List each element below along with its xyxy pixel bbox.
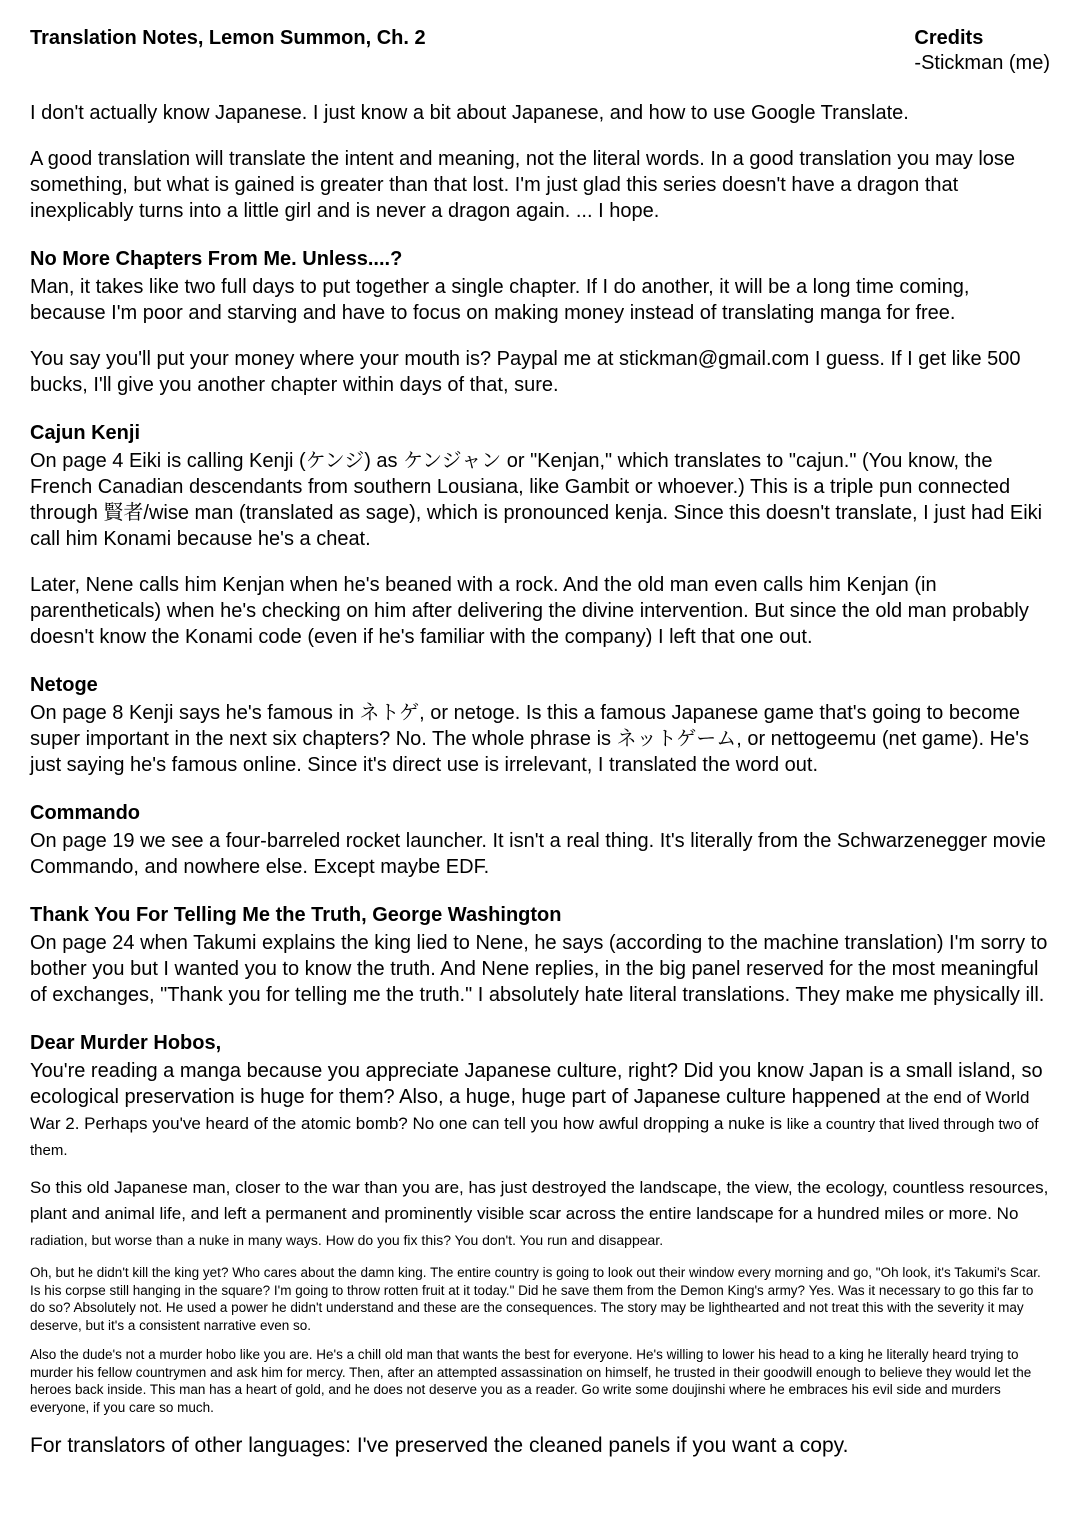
paragraph-segment-medium: at the end of World War 2. Perhaps you've heard of the atomic bomb? No one can tell you how awful dropping a nuke is <box>30 1088 1030 1133</box>
paragraph <box>30 1058 1050 1162</box>
section-cajun-kenji <box>30 420 1050 650</box>
credits-block <box>914 26 1050 76</box>
paragraph <box>30 1174 1050 1252</box>
paragraph-segment-large: You're reading a manga because you appreciate Japanese culture, right? Did you know Japan is a small island, so ecological preservation is huge for them? Also, a huge, huge part of Japanese culture happened <box>30 1060 1043 1108</box>
section-heading-netoge: Netoge <box>30 674 98 696</box>
section-no-more-chapters <box>30 246 1050 398</box>
section-heading-dear-murder-hobos: Dear Murder Hobos, <box>30 1032 222 1054</box>
paragraph: Later, Nene calls him Kenjan when he's beaned with a rock. And the old man even calls him Kenjan (in parentheticals) when he's checking on him after delivering the divine intervention. But since the old man probably doesn't know the Konami code (even if he's familiar with the company) I left that one out. <box>30 574 1029 648</box>
paragraph: Man, it takes like two full days to put together a single chapter. If I do another, it will be a long time coming, because I'm poor and starving and have to focus on making money instead of translating manga for free. <box>30 276 970 324</box>
section-heading-thank-you-truth: Thank You For Telling Me the Truth, George Washington <box>30 904 562 926</box>
section-netoge <box>30 672 1050 778</box>
paragraph: Oh, but he didn't kill the king yet? Who cares about the damn king. The entire country is going to look out their window every morning and go, "Oh look, it's Takumi's Scar. Is his corpse still hanging in the square? I'm going to throw rotten fruit at it today." Did he save them from the Demon King's army? Yes. Was it necessary to go this far to do so? Absolutely not. He used a power he didn't understand and these are the consequences. The story may be lighthearted and not treat this with the severity it may deserve, but it's a consistent narrative even so. <box>30 1265 1041 1333</box>
footer-note: For translators of other languages: I've preserved the cleaned panels if you want a copy. <box>30 1434 849 1458</box>
paragraph: On page 4 Eiki is calling Kenji (ケンジ) as ケンジャン or "Kenjan," which translates to "cajun." (You know, the French Canadian descendants from southern Lousiana, like Gambit or whoever.) This is a triple pun connected through 賢者/wise man (translated as sage), which is pronounced kenja. Since this doesn't translate, I just had Eiki call him Konami because he's a cheat. <box>30 450 1043 550</box>
section-thank-you-truth <box>30 902 1050 1008</box>
intro-paragraph-1: I don't actually know Japanese. I just know a bit about Japanese, and how to use Google Translate. <box>30 102 909 124</box>
section-commando <box>30 800 1050 880</box>
paragraph: On page 24 when Takumi explains the king lied to Nene, he says (according to the machine translation) I'm sorry to bother you but I wanted you to know the truth. And Nene replies, in the big panel reserved for the most meaningful of exchanges, "Thank you for telling me the truth." I absolutely hate literal translations. They make me physically ill. <box>30 932 1048 1006</box>
section-dear-murder-hobos <box>30 1030 1050 1416</box>
credits-author: -Stickman (me) <box>914 52 1050 74</box>
paragraph: On page 19 we see a four-barreled rocket launcher. It isn't a real thing. It's literally from the Schwarzenegger movie Commando, and nowhere else. Except maybe EDF. <box>30 830 1046 878</box>
paragraph: On page 8 Kenji says he's famous in ネトゲ, or netoge. Is this a famous Japanese game that's going to become super important in the next six chapters? No. The whole phrase is ネットゲーム, or nettogeemu (net game). He's just saying he's famous online. Since it's direct use is irrelevant, I translated the word out. <box>30 702 1030 776</box>
intro-paragraph-2: A good translation will translate the intent and meaning, not the literal words. In a good translation you may lose something, but what is gained is greater than that lost. I'm just glad this series doesn't have a dragon that inexplicably turns into a little girl and is never a dragon again. ... I hope. <box>30 148 1016 222</box>
page-header <box>30 26 1050 76</box>
section-heading-cajun-kenji: Cajun Kenji <box>30 422 141 444</box>
paragraph-segment-small: radiation, but worse than a nuke in many ways. How do you fix this? You don't. You run and disappear. <box>30 1232 664 1248</box>
paragraph: You say you'll put your money where your mouth is? Paypal me at stickman@gmail.com I guess. If I get like 500 bucks, I'll give you another chapter within days of that, sure. <box>30 348 1021 396</box>
paragraph-segment-small: like a country that lived through two of them. <box>30 1116 1039 1159</box>
paragraph-segment-medium: So this old Japanese man, closer to the war than you are, has just destroyed the landscape, the view, the ecology, countless resources, plant and animal life, and left a permanent and prominently visible scar across the entire landscape for a hundred miles or more. No <box>30 1178 1049 1223</box>
section-heading-commando: Commando <box>30 802 140 824</box>
credits-heading: Credits <box>914 27 984 49</box>
page-title: Translation Notes, Lemon Summon, Ch. 2 <box>30 27 426 49</box>
section-heading-no-more-chapters: No More Chapters From Me. Unless....? <box>30 248 403 270</box>
paragraph: Also the dude's not a murder hobo like you are. He's a chill old man that wants the best for everyone. He's willing to lower his head to a king he literally heard trying to murder his fellow countrymen and ask him for mercy. Then, after an attempted assassination on himself, he trusted in their goodwill enough to believe they would let the heroes back inside. This man has a heart of gold, and he does not deserve you as a reader. Go write some doujinshi where he embraces his evil side and murders everyone, if you care so much. <box>30 1347 1032 1415</box>
